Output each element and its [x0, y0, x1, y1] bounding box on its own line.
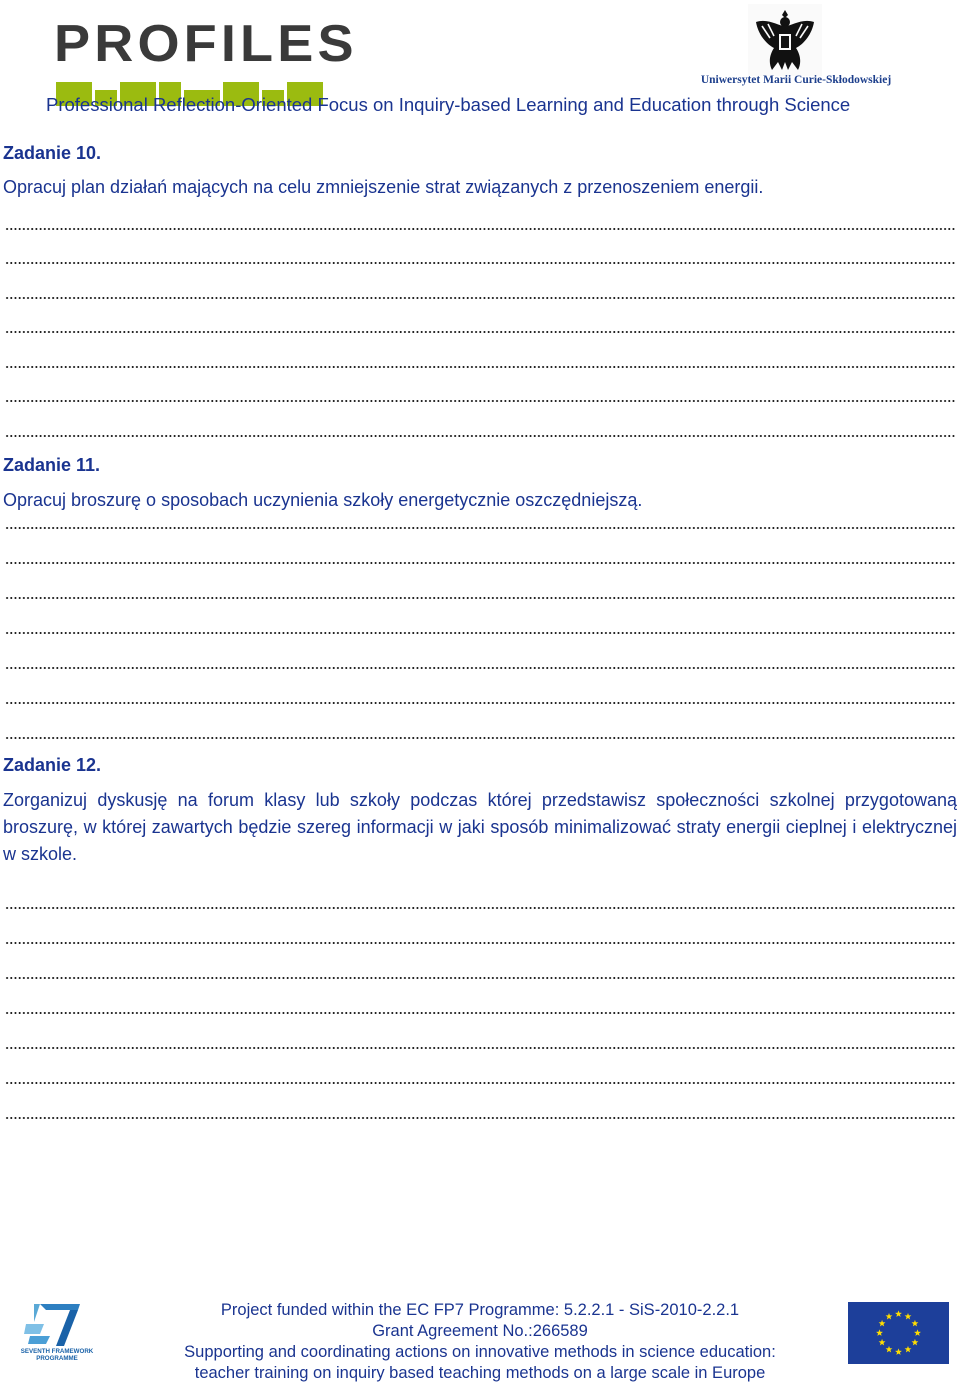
answer-line [5, 366, 955, 368]
svg-text:PROGRAMME: PROGRAMME [36, 1355, 78, 1362]
answer-line [5, 527, 955, 529]
footer-grant-line: Grant Agreement No.:266589 [372, 1322, 588, 1340]
university-name: Uniwersytet Marii Curie-Skłodowskiej [700, 74, 892, 86]
answer-line [5, 331, 955, 333]
footer-description-line-1: Supporting and coordinating actions on innovative methods in science education: [184, 1343, 776, 1361]
answer-line [5, 1082, 955, 1084]
answer-line [5, 435, 955, 437]
eu-flag-icon [848, 1302, 949, 1364]
answer-line [5, 297, 955, 299]
answer-line [5, 1047, 955, 1049]
answer-line [5, 907, 955, 909]
answer-line [5, 597, 955, 599]
answer-line [5, 400, 955, 402]
task-11-text: Opracuj broszurę o sposobach uczynienia szkoły energetycznie oszczędniejszą. [3, 490, 643, 510]
university-eagle-crest-icon [748, 4, 822, 76]
answer-line [5, 632, 955, 634]
answer-line [5, 562, 955, 564]
header-tagline: Professional Reflection-Oriented Focus on Inquiry-based Learning and Education through Science [46, 94, 851, 115]
profiles-logo-text: PROFILES [54, 15, 358, 73]
profiles-logo [54, 15, 358, 92]
task-10-heading: Zadanie 10. [3, 143, 102, 163]
fp7-logo-icon [20, 1300, 94, 1364]
task-12-text: Zorganizuj dyskusję na forum klasy lub szkoły podczas której przedstawisz społeczności szkolnej przygotowaną broszurę, w której zawartych będzie szereg informacji w jaki sposób minimalizować straty energii cieplnej i elektrycznej w szkole. [3, 790, 957, 864]
footer-description-line-2: teacher training on inquiry based teaching methods on a large scale in Europe [194, 1364, 766, 1382]
task-10-text: Opracuj plan działań mających na celu zmniejszenie strat związanych z przenoszeniem energii. [3, 177, 764, 197]
footer-programme-line: Project funded within the EC FP7 Programme: 5.2.2.1 - SiS-2010-2.2.1 [220, 1301, 740, 1319]
task-11-heading: Zadanie 11. [3, 455, 101, 475]
answer-line [5, 942, 955, 944]
answer-line [5, 977, 955, 979]
answer-line [5, 667, 955, 669]
answer-line [5, 1117, 955, 1119]
task-12-heading: Zadanie 12. [3, 755, 102, 775]
answer-line [5, 1012, 955, 1014]
answer-line [5, 262, 955, 264]
answer-line [5, 702, 955, 704]
svg-text:SEVENTH FRAMEWORK: SEVENTH FRAMEWORK [20, 1348, 94, 1355]
answer-line [5, 228, 955, 230]
answer-line [5, 737, 955, 739]
